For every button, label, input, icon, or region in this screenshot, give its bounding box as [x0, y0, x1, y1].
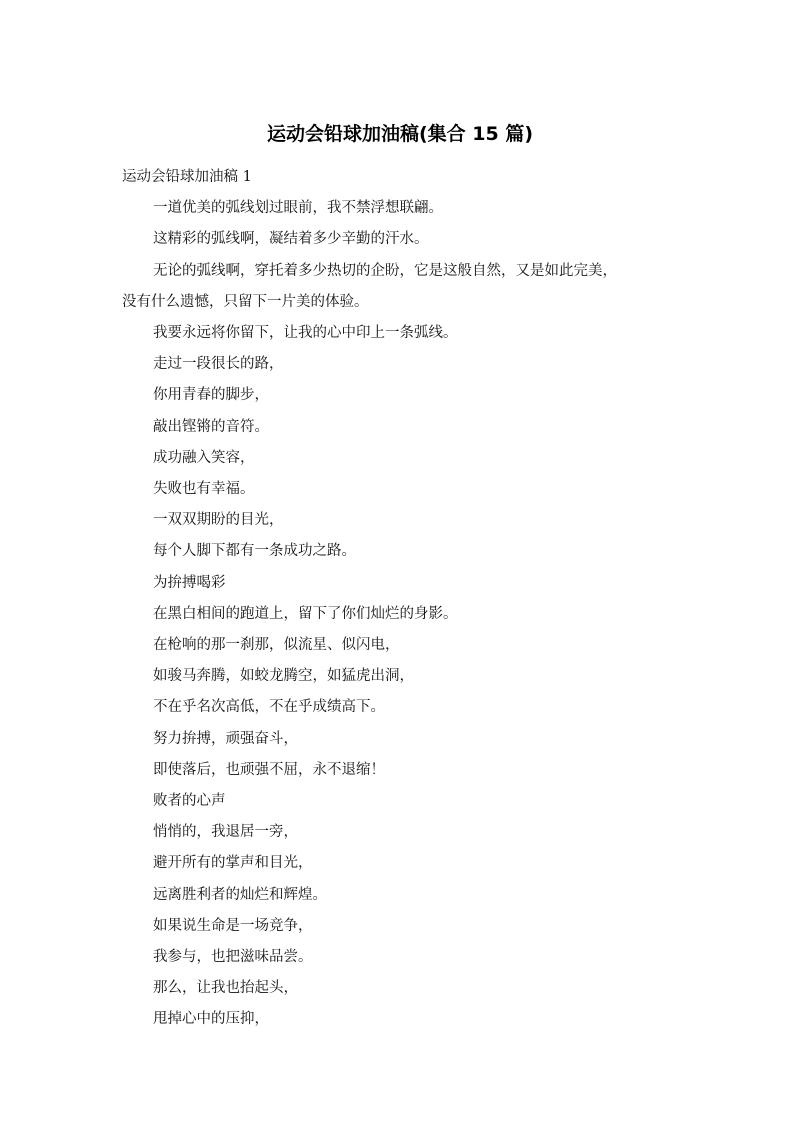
paragraph: 远离胜利者的灿烂和辉煌。: [153, 886, 327, 903]
paragraph: 失败也有幸福。: [153, 481, 255, 498]
paragraph: 努力拚搏，顽强奋斗，: [153, 730, 298, 747]
paragraph: 每个人脚下都有一条成功之路。: [153, 543, 356, 560]
paragraph-continuation: 没有什么遗憾，只留下一片美的体验。: [122, 293, 369, 310]
paragraph: 如果说生命是一场竞争，: [153, 917, 313, 934]
paragraph: 甩掉心中的压抑，: [153, 1011, 269, 1028]
paragraph: 无论的弧线啊，穿托着多少热切的企盼，它是这般自然，又是如此完美，: [153, 262, 617, 279]
paragraph: 这精彩的弧线啊，凝结着多少辛勤的汗水。: [153, 231, 429, 248]
subheading: 败者的心声: [153, 793, 226, 810]
paragraph: 一双双期盼的目光，: [153, 512, 284, 529]
paragraph: 在枪响的那一刹那，似流星、似闪电，: [153, 637, 400, 654]
paragraph: 不在乎名次高低，不在乎成绩高下。: [153, 699, 385, 716]
paragraph: 那么，让我也抬起头，: [153, 980, 298, 997]
paragraph: 一道优美的弧线划过眼前，我不禁浮想联翩。: [153, 200, 443, 217]
paragraph: 你用青春的脚步，: [153, 387, 269, 404]
paragraph: 成功融入笑容，: [153, 449, 255, 466]
document-title: 运动会铅球加油稿(集合 15 篇): [266, 123, 534, 145]
paragraph: 悄悄的，我退居一旁，: [153, 824, 298, 841]
paragraph: 我参与，也把滋味品尝。: [153, 949, 313, 966]
document-body: [122, 162, 678, 1036]
section-heading: 运动会铅球加油稿 1: [122, 169, 252, 185]
paragraph: 即使落后，也顽强不屈，永不退缩！: [153, 761, 385, 778]
subheading: 为拚搏喝彩: [153, 574, 226, 591]
paragraph: 如骏马奔腾，如蛟龙腾空，如猛虎出洞，: [153, 668, 414, 685]
paragraph: 避开所有的掌声和目光，: [153, 855, 313, 872]
paragraph: 在黑白相间的跑道上，留下了你们灿烂的身影。: [153, 605, 458, 622]
paragraph: 敲出铿锵的音符。: [153, 418, 269, 435]
paragraph: 走过一段很长的路，: [153, 356, 284, 373]
paragraph: 我要永远将你留下，让我的心中印上一条弧线。: [153, 325, 458, 342]
